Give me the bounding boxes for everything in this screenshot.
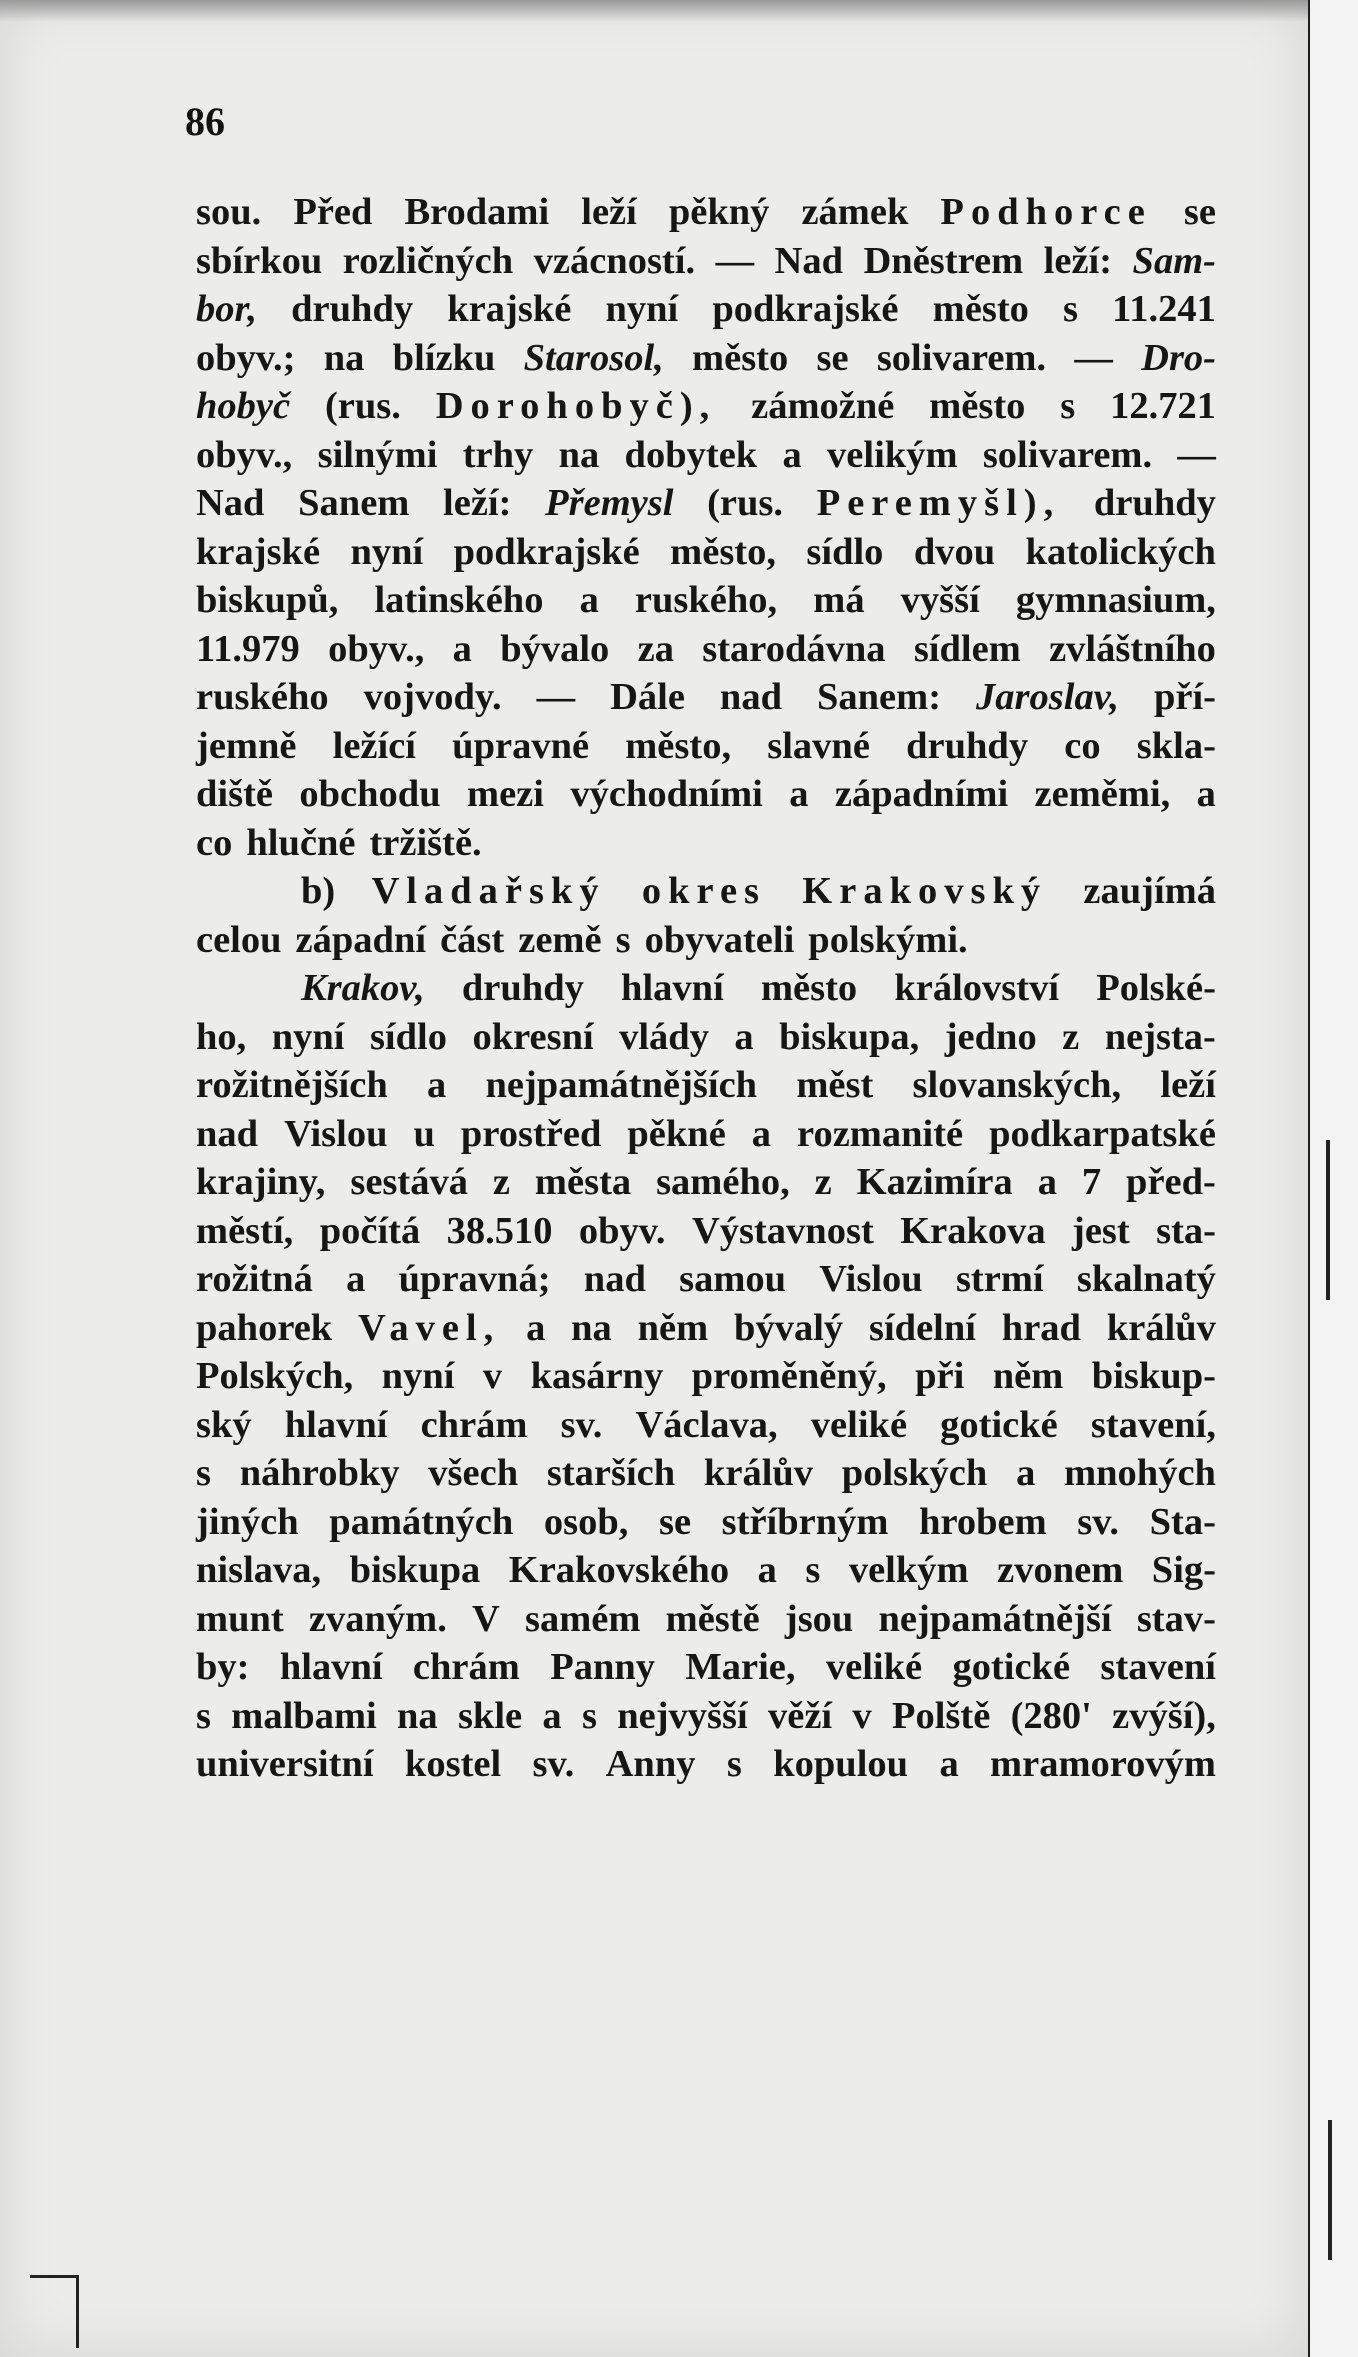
text-line [196,1401,1216,1450]
word: Dorohobyč), [435,385,717,427]
word: starších [546,1452,676,1494]
word: část [440,918,505,961]
word: na [558,433,600,476]
word: Polských, [196,1355,354,1397]
word: polskými. [808,918,968,961]
text-line [196,770,1216,819]
text-line [196,867,1216,916]
word: sídlo [806,530,884,573]
word: skalnatý [1076,1258,1216,1300]
word: leží [581,191,637,233]
word: v [482,1355,503,1397]
word: za [637,627,674,670]
word: počítá [319,1209,421,1252]
word: mramorovým [990,1743,1216,1785]
word: stříbrným [721,1500,889,1543]
word: strmí [955,1258,1044,1300]
word: ležící [332,724,416,767]
word: dobytek [624,433,758,476]
word: nejpamátnějších [485,1064,758,1106]
text-line [196,819,1216,868]
word: kasárny [530,1355,664,1397]
word: Sanem: [816,676,942,718]
text-line [196,916,1216,965]
word: a [346,1258,366,1300]
word: a [1016,1452,1036,1494]
word: zvláštního [1049,627,1216,670]
text-line [196,576,1216,625]
word: nyní [605,288,679,330]
word: diště [196,773,273,815]
word: gotické [940,1403,1058,1446]
word: vlády [619,1015,709,1058]
word: městí, [196,1209,294,1252]
word: samém [525,1597,641,1640]
word: samého, [656,1161,790,1203]
word: jedno [944,1015,1037,1058]
word: pří- [1153,676,1216,718]
word: 11.979 [196,627,300,670]
word: jest [1072,1209,1130,1252]
word: Krakova [900,1209,1046,1252]
text-line [196,382,1216,431]
scan-corner-mark [30,2275,79,2348]
word: východními [570,773,763,815]
word: v [852,1694,872,1737]
word: hobyč [196,385,291,427]
word: Kazimíra [856,1161,1013,1203]
word: nyní [271,1015,345,1058]
word: na [571,1306,612,1349]
word: biskupa [349,1549,481,1591]
word: obyv., [196,433,293,476]
word: skle [457,1694,523,1737]
page-number: 86 [185,99,225,144]
word: králův [1106,1306,1216,1349]
word: s [615,918,631,961]
word: gymnasium, [1015,579,1216,621]
word: Sanem [298,482,410,524]
word: jsou [784,1597,854,1640]
word: se [816,336,849,379]
word: polských [841,1452,988,1494]
word: druhdy [291,288,414,330]
word: králův [703,1452,814,1494]
word: úpravná; [398,1258,551,1300]
word: slovanských, [912,1064,1122,1106]
word: Anny [605,1743,696,1785]
word: všech [428,1452,519,1494]
word: proměněný, [691,1355,887,1397]
word: sídlo [369,1015,447,1058]
word: městě [665,1597,760,1640]
word: leží: [443,482,512,524]
word: krajské [196,530,321,573]
word: slavné [767,724,870,767]
word: Výstavnost [691,1209,874,1252]
word: druhdy [461,967,584,1009]
word: malbami [231,1694,377,1737]
word: na [397,1694,438,1737]
word: chrám [412,1646,520,1688]
word: zvonem [997,1549,1124,1591]
text-line [196,1013,1216,1062]
text-line [196,625,1216,674]
word: gotické [952,1646,1071,1688]
word: by: [196,1646,250,1688]
word: věží [767,1694,833,1737]
word: s [196,1694,211,1737]
word: druhdy [1093,482,1216,524]
word: b) [301,870,336,912]
word: země [518,918,602,961]
text-line [196,1110,1216,1159]
word: stav- [1136,1597,1216,1640]
word: sestává [350,1161,468,1203]
word: (280' [1010,1694,1092,1737]
word: obyv.; [196,336,296,379]
word: nad [719,676,782,718]
word: z [492,1161,510,1203]
word: město [929,385,1026,427]
scan-shadow [0,0,1308,22]
word: Před [293,191,373,233]
word: něm [992,1355,1064,1397]
word: hlučné [246,821,356,864]
text-line [196,1255,1216,1304]
word: město [932,288,1029,330]
text-line [196,334,1216,383]
word: Krakov, [301,967,425,1009]
word: bor, [196,288,257,330]
word: s [1060,385,1076,427]
word: Vladařský [371,870,606,912]
text-line [196,1740,1216,1789]
word: podkrajské [453,530,640,573]
word: co [1064,724,1101,767]
word: nislava, [196,1549,322,1591]
word: se [1183,191,1216,233]
word: Dro- [1141,336,1216,379]
word: obyv., [328,627,425,670]
word: Sta- [1149,1500,1216,1543]
word: západní [295,918,427,961]
word: nejvyšší [617,1694,748,1737]
text-line [196,1449,1216,1498]
word: s [1063,288,1079,330]
word: sv. [560,1403,603,1446]
word: zámek [801,191,909,233]
word: mnohých [1064,1452,1216,1494]
text-line [196,285,1216,334]
word: jiných [196,1500,299,1543]
word: s [726,1743,742,1785]
word: bývalý [734,1306,844,1349]
word: Václava, [635,1403,778,1446]
word: stavení [1100,1646,1216,1688]
word: a [426,1064,447,1106]
word: království [894,967,1060,1009]
word: město [760,967,858,1009]
word: město [692,336,789,379]
word: celou [196,918,282,961]
word: samou [679,1258,787,1300]
word: (rus. [707,482,784,524]
word: Nad [774,239,844,282]
word: universitní [196,1743,374,1785]
word: Krakovský [802,870,1048,912]
binding-mark [1326,1140,1330,1300]
word: vzácností. [533,239,696,282]
word: města [534,1161,632,1203]
word: Krakovského [508,1549,730,1591]
word: hrad [1001,1306,1081,1349]
word: sídlem [913,627,1021,670]
word: ský [196,1403,252,1446]
word: 11.241 [1112,288,1216,330]
word: pěkné [627,1112,726,1155]
text-line [196,188,1216,237]
word: památných [329,1500,514,1543]
word: latinského [374,579,544,621]
word: Polště [891,1694,991,1737]
word: nyní [350,530,424,573]
word: a [789,773,809,815]
word: z [1062,1015,1080,1058]
word: zvaným. [308,1597,447,1640]
word: náhrobky [239,1452,400,1494]
word: Peremyšl), [816,482,1061,524]
word: (rus. [324,385,401,427]
word: západními [834,773,1009,815]
word: solivarem. [876,336,1047,379]
text-line [196,1692,1216,1741]
word: s [805,1549,821,1591]
word: Marie, [685,1646,796,1688]
word: hlavní [279,1646,383,1688]
word: Dále [610,676,685,718]
word: — [536,676,576,718]
word: silnými [317,433,438,476]
word: Vislou [284,1112,388,1155]
word: vojvody. [363,676,502,718]
word: blízku [392,336,496,379]
word: sou. [196,191,262,233]
word: sta- [1156,1209,1216,1252]
word: skla- [1136,724,1216,767]
word: katolických [1025,530,1216,573]
word: podkarpatské [989,1112,1216,1155]
word: zaujímá [1083,870,1216,912]
word: Panny [550,1646,656,1688]
text-line [196,1158,1216,1207]
word: nad [583,1258,646,1300]
word: co [196,821,233,864]
word: a [751,1112,772,1155]
text-line [196,722,1216,771]
word: jemně [196,724,297,767]
word: veliké [810,1403,908,1446]
word: a [579,579,599,621]
word: bývalo [500,627,610,670]
word: město, [670,530,776,573]
word: obyv. [578,1209,666,1252]
word: veliké [825,1646,923,1688]
word: ruského, [634,579,778,621]
word: zvýší), [1112,1694,1216,1737]
word: a [734,1015,754,1058]
word: město, [625,724,732,767]
word: biskupa, [779,1015,920,1058]
word: okresní [472,1015,594,1058]
word: mezi [467,773,544,815]
word: solivarem. [982,433,1153,476]
text-line [196,1352,1216,1401]
word: Brodami [404,191,550,233]
text-line [196,1304,1216,1353]
word: starodávna [702,627,886,670]
word: rožitnějších [196,1064,388,1106]
word: hlavní [621,967,724,1009]
word: s [196,1452,211,1494]
word: krajské [447,288,572,330]
text-line [196,528,1216,577]
word: pěkný [668,191,770,233]
facing-page-edge [1308,0,1358,2357]
text-line [196,964,1216,1013]
word: stavení, [1090,1403,1216,1446]
word: sv. [1077,1500,1120,1543]
word: kostel [404,1743,502,1785]
word: a [526,1306,546,1349]
word: Dněstrem [863,239,1024,282]
word: trhy [462,433,534,476]
word: a [939,1743,959,1785]
word: nejsta- [1104,1015,1216,1058]
text-line [196,1595,1216,1644]
text-line [196,1643,1216,1692]
word: ho, [196,1015,247,1058]
word: leží: [1043,239,1113,282]
text-line [196,1498,1216,1547]
text-line [196,1207,1216,1256]
word: hrobem [919,1500,1047,1543]
word: se [658,1500,692,1543]
word: Vislou [819,1258,923,1300]
word: obyvateli [644,918,795,961]
word: na [323,336,365,379]
word: z [814,1161,832,1203]
word: zeměmi, [1034,773,1171,815]
word: nyní [381,1355,455,1397]
word: obchodu [299,773,441,815]
word: krajiny, [196,1161,326,1203]
word: nad [196,1112,259,1155]
word: druhdy [906,724,1029,767]
word: kopulou [773,1743,909,1785]
word: a [542,1694,562,1737]
word: sv. [532,1743,575,1785]
word: velkým [848,1549,969,1591]
word: Starosol, [523,336,664,379]
word: měst [796,1064,874,1106]
word: chrám [420,1403,528,1446]
text-line [196,673,1216,722]
word: Podhorce [940,191,1152,233]
word: Nad [196,482,265,524]
word: u [413,1112,435,1155]
word: munt [196,1597,284,1640]
word: Přemysl [545,482,674,524]
word: Polské- [1096,967,1216,1009]
word: má [813,579,865,621]
word: Sig- [1151,1549,1216,1591]
text-line [196,1546,1216,1595]
word: — [1177,433,1216,476]
word: sbírkou [196,239,323,282]
binding-mark [1328,2120,1332,2260]
word: biskup- [1091,1355,1216,1397]
word: s [581,1694,597,1737]
word: 12.721 [1110,385,1216,427]
word: a [782,433,802,476]
word: ruského [196,676,329,718]
word: rozmanité [797,1112,964,1155]
word: rozličných [342,239,514,282]
word: vyšší [900,579,980,621]
word: podkrajské [712,288,899,330]
word: před- [1126,1161,1216,1203]
word: velikým [827,433,958,476]
word: osob, [543,1500,629,1543]
word: 7 [1081,1161,1102,1203]
body-text [196,188,1216,1789]
text-line [196,431,1216,480]
word: něm [637,1306,709,1349]
word: okres [641,870,767,912]
word: a [1196,773,1216,815]
word: a [1037,1161,1057,1203]
word: sídelní [868,1306,976,1349]
word: tržiště. [369,821,482,864]
word: při [915,1355,965,1397]
word: Sam- [1132,239,1216,282]
word: — [715,239,755,282]
word: dvou [913,530,996,573]
word: Vavel, [358,1306,501,1349]
word: Jaroslav, [976,676,1119,718]
word: a [452,627,472,670]
word: leží [1160,1064,1216,1106]
word: zámožné [751,385,895,427]
word: nejpamátnější [878,1597,1112,1640]
text-line [196,237,1216,286]
text-line [196,479,1216,528]
word: biskupů, [196,579,339,621]
word: pahorek [196,1306,333,1349]
word: 38.510 [446,1209,553,1252]
word: úpravné [452,724,590,767]
text-line [196,1061,1216,1110]
word: a [757,1549,777,1591]
word: prostřed [460,1112,602,1155]
word: hlavní [284,1403,388,1446]
word: rožitná [196,1258,313,1300]
word: V [472,1597,500,1640]
word: — [1074,336,1113,379]
